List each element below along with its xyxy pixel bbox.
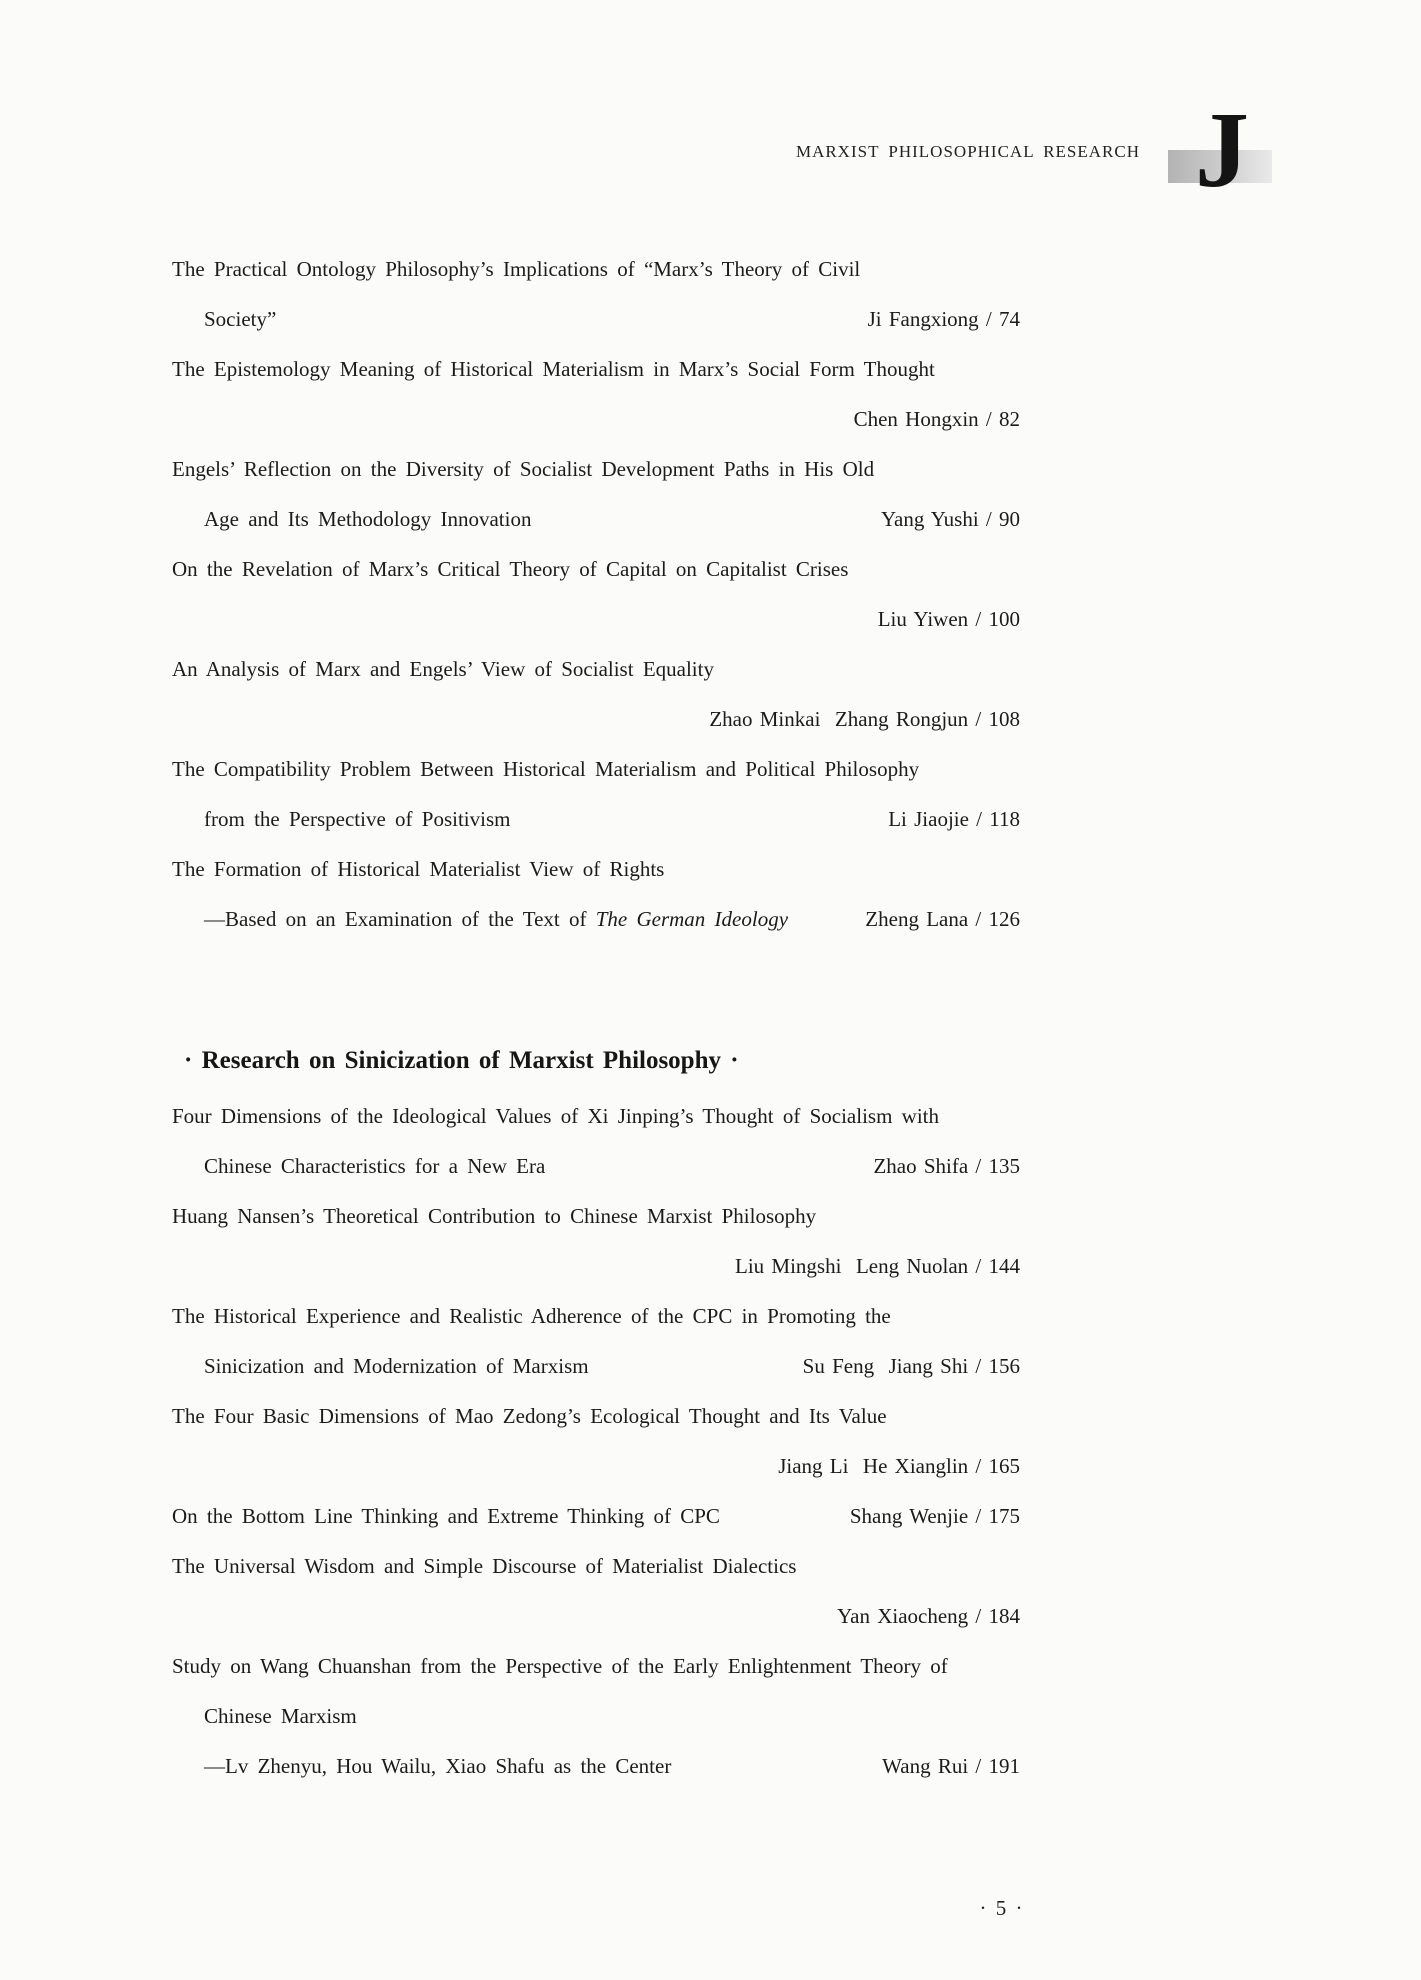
toc-row bbox=[172, 544, 1020, 594]
entry-author-page: Liu Yiwen / 100 bbox=[877, 607, 1020, 631]
toc-content bbox=[172, 244, 1020, 1791]
entry-title: —Lv Zhenyu, Hou Wailu, Xiao Shafu as the Center bbox=[204, 1754, 672, 1778]
toc-row bbox=[172, 594, 1020, 644]
entry-author-page: Zhao Shifa / 135 bbox=[873, 1154, 1020, 1178]
entry-title: Engels’ Reflection on the Diversity of Socialist Development Paths in His Old bbox=[172, 457, 875, 481]
entry-title: Huang Nansen’s Theoretical Contribution to Chinese Marxist Philosophy bbox=[172, 1204, 817, 1228]
toc-row bbox=[172, 294, 1020, 344]
entry-subtitle-text: —Based on an Examination of the Text of bbox=[204, 907, 596, 931]
entry-title: Sinicization and Modernization of Marxism bbox=[204, 1354, 589, 1378]
toc-row bbox=[172, 494, 1020, 544]
toc-row bbox=[172, 1591, 1020, 1641]
toc-row bbox=[172, 1141, 1020, 1191]
entry-author-page: Liu Mingshi Leng Nuolan / 144 bbox=[735, 1254, 1020, 1278]
entry-author-page: Jiang Li He Xianglin / 165 bbox=[778, 1454, 1020, 1478]
toc-row bbox=[172, 1741, 1020, 1791]
entry-author-page: Chen Hongxin / 82 bbox=[853, 407, 1020, 431]
entry-title bbox=[172, 894, 788, 944]
entry-title: The Compatibility Problem Between Historical Materialism and Political Philosophy bbox=[172, 757, 920, 781]
toc-row bbox=[172, 1641, 1020, 1691]
entry-subtitle-italic: The German Ideology bbox=[595, 907, 789, 931]
toc-row bbox=[172, 1241, 1020, 1291]
toc-row bbox=[172, 1491, 1020, 1541]
entry-author-page: Su Feng Jiang Shi / 156 bbox=[802, 1354, 1020, 1378]
journal-logo-letter: J bbox=[1195, 91, 1249, 210]
entry-title: The Universal Wisdom and Simple Discourse of Materialist Dialectics bbox=[172, 1554, 797, 1578]
entry-title: The Practical Ontology Philosophy’s Implications of “Marx’s Theory of Civil bbox=[172, 257, 861, 281]
section-heading: · Research on Sinicization of Marxist Philosophy · bbox=[184, 1047, 739, 1074]
toc-row bbox=[172, 844, 1020, 894]
toc-row bbox=[172, 744, 1020, 794]
toc-row bbox=[172, 344, 1020, 394]
toc-row bbox=[172, 394, 1020, 444]
entry-title: from the Perspective of Positivism bbox=[204, 807, 511, 831]
toc-row bbox=[172, 694, 1020, 744]
toc-row bbox=[172, 1391, 1020, 1441]
entry-title: The Four Basic Dimensions of Mao Zedong’s Ecological Thought and Its Value bbox=[172, 1404, 887, 1428]
entry-author-page: Yang Yushi / 90 bbox=[880, 507, 1020, 531]
toc-row bbox=[172, 1441, 1020, 1491]
entry-title: On the Bottom Line Thinking and Extreme Thinking of CPC bbox=[172, 1504, 720, 1528]
entry-author-page: Shang Wenjie / 175 bbox=[849, 1504, 1020, 1528]
toc-row bbox=[172, 1691, 1020, 1741]
entry-title: Study on Wang Chuanshan from the Perspective of the Early Enlightenment Theory of bbox=[172, 1654, 948, 1678]
entry-title: Chinese Characteristics for a New Era bbox=[204, 1154, 546, 1178]
entry-author-page: Zhao Minkai Zhang Rongjun / 108 bbox=[709, 707, 1020, 731]
entry-title: The Epistemology Meaning of Historical Materialism in Marx’s Social Form Thought bbox=[172, 357, 935, 381]
entry-title: On the Revelation of Marx’s Critical Theory of Capital on Capitalist Crises bbox=[172, 557, 849, 581]
toc-row bbox=[172, 1541, 1020, 1591]
entry-title: Chinese Marxism bbox=[204, 1704, 357, 1728]
page-number: · 5 · bbox=[979, 1896, 1025, 1920]
entry-title: Society” bbox=[204, 307, 277, 331]
entry-author-page: Zheng Lana / 126 bbox=[865, 907, 1020, 931]
toc-row bbox=[172, 1341, 1020, 1391]
entry-title: An Analysis of Marx and Engels’ View of Socialist Equality bbox=[172, 657, 714, 681]
toc-row bbox=[172, 794, 1020, 844]
toc-row bbox=[172, 894, 1020, 944]
entry-title: Age and Its Methodology Innovation bbox=[204, 507, 532, 531]
entry-title: Four Dimensions of the Ideological Values of Xi Jinping’s Thought of Socialism with bbox=[172, 1104, 940, 1128]
entry-author-page: Ji Fangxiong / 74 bbox=[867, 307, 1020, 331]
toc-row bbox=[172, 244, 1020, 294]
toc-row bbox=[172, 644, 1020, 694]
entry-title: The Formation of Historical Materialist View of Rights bbox=[172, 857, 665, 881]
toc-row bbox=[172, 1091, 1020, 1141]
toc-row bbox=[172, 444, 1020, 494]
entry-author-page: Yan Xiaocheng / 184 bbox=[837, 1604, 1020, 1628]
toc-row bbox=[172, 1291, 1020, 1341]
entry-title: The Historical Experience and Realistic Adherence of the CPC in Promoting the bbox=[172, 1304, 891, 1328]
entry-author-page: Li Jiaojie / 118 bbox=[888, 807, 1020, 831]
journal-title: MARXIST PHILOSOPHICAL RESEARCH bbox=[795, 142, 1140, 161]
toc-row bbox=[172, 1191, 1020, 1241]
entry-author-page: Wang Rui / 191 bbox=[882, 1754, 1020, 1778]
